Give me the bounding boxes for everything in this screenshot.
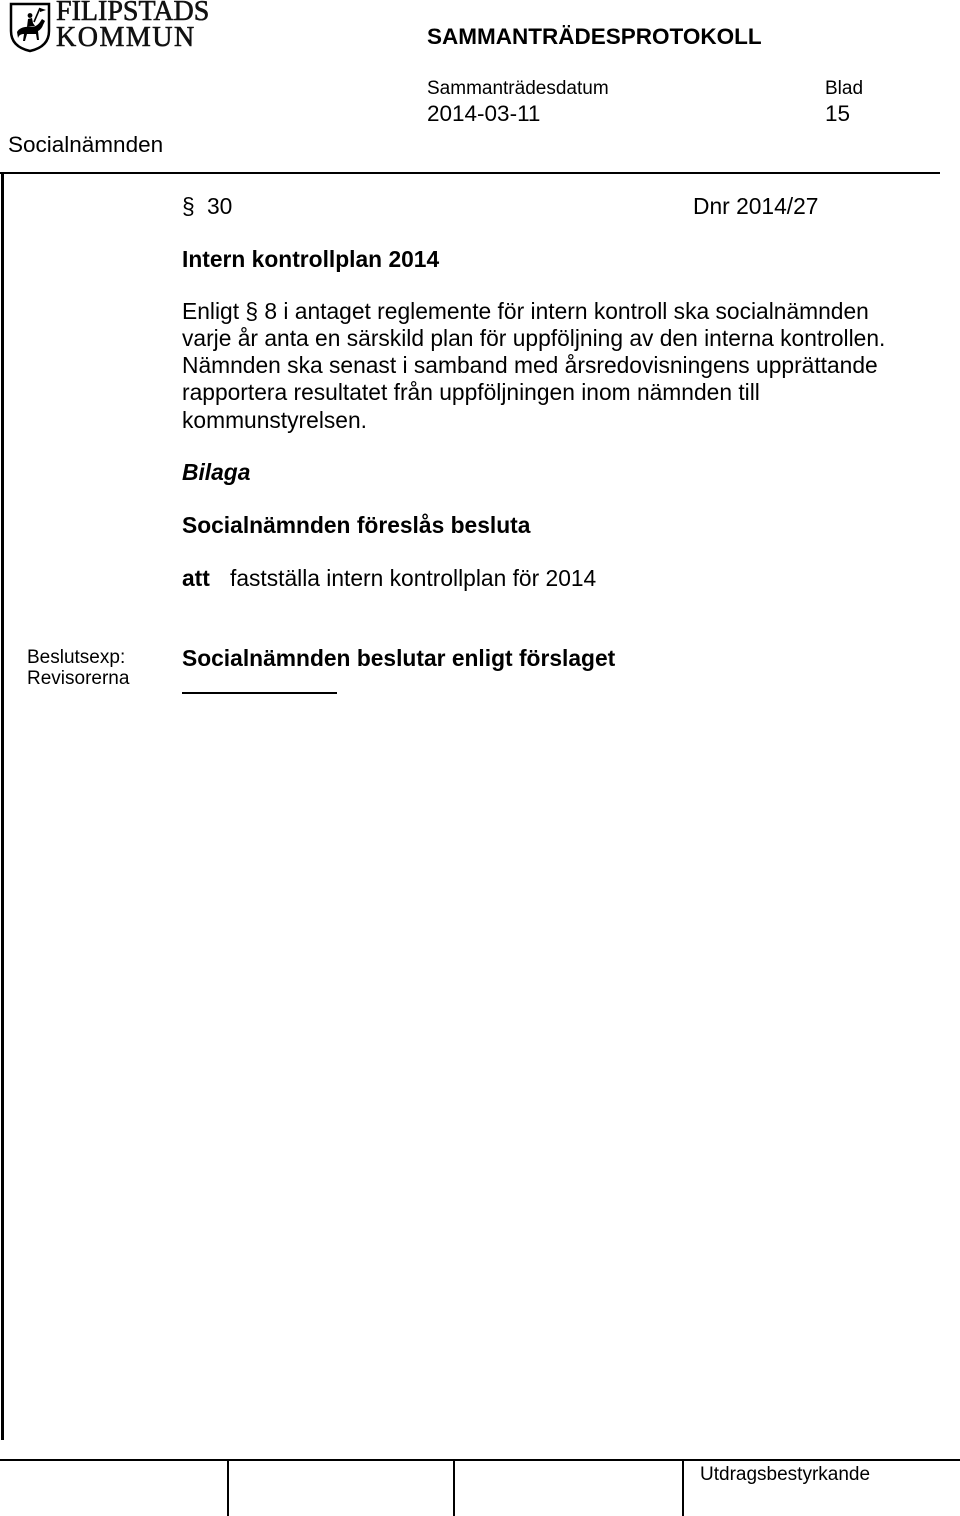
coat-of-arms-icon bbox=[8, 1, 52, 53]
description-line: Nämnden ska senast i samband med årsredovisningens upprättande bbox=[182, 352, 878, 379]
proposal-text: fastställa intern kontrollplan för 2014 bbox=[230, 565, 597, 591]
attachment-label: Bilaga bbox=[182, 459, 251, 485]
footer-divider bbox=[453, 1459, 455, 1516]
meeting-date: 2014-03-11 bbox=[427, 101, 541, 126]
proposal-heading: Socialnämnden föreslås besluta bbox=[182, 512, 531, 538]
footer-divider bbox=[682, 1459, 684, 1516]
meeting-date-label: Sammanträdesdatum bbox=[427, 78, 609, 99]
item-description bbox=[182, 298, 885, 434]
distribution-recipient: Revisorerna bbox=[27, 668, 130, 689]
footer-divider bbox=[227, 1459, 229, 1516]
logo-name-line2: KOMMUN bbox=[56, 22, 196, 53]
proposal-att-label: att bbox=[182, 565, 210, 591]
decision-text: Socialnämnden beslutar enligt förslaget bbox=[182, 645, 616, 671]
description-line: rapportera resultatet från uppföljningen inom nämnden till bbox=[182, 379, 760, 406]
left-margin-rule bbox=[1, 172, 4, 1440]
description-line: kommunstyrelsen. bbox=[182, 406, 367, 433]
section-number: 30 bbox=[207, 193, 233, 219]
committee-name: Socialnämnden bbox=[8, 132, 164, 157]
page-label: Blad bbox=[825, 78, 864, 99]
page-number: 15 bbox=[825, 101, 851, 126]
footer-rule bbox=[0, 1459, 960, 1461]
item-title: Intern kontrollplan 2014 bbox=[182, 246, 440, 272]
header-rule bbox=[0, 172, 940, 174]
decision-underline bbox=[182, 692, 337, 694]
document-type-title: SAMMANTRÄDESPROTOKOLL bbox=[427, 24, 762, 49]
description-line: Enligt § 8 i antaget reglemente för intern kontroll ska socialnämnden bbox=[182, 297, 869, 324]
distribution-list bbox=[27, 647, 129, 689]
certification-label: Utdragsbestyrkande bbox=[700, 1464, 871, 1485]
distribution-label: Beslutsexp: bbox=[27, 647, 126, 668]
logo-name-line1: FILIPSTADS bbox=[56, 0, 210, 27]
section-sign: § bbox=[182, 193, 195, 219]
description-line: varje år anta en särskild plan för uppföljning av den interna kontrollen. bbox=[182, 324, 886, 351]
diary-reference: Dnr 2014/27 bbox=[693, 193, 819, 219]
